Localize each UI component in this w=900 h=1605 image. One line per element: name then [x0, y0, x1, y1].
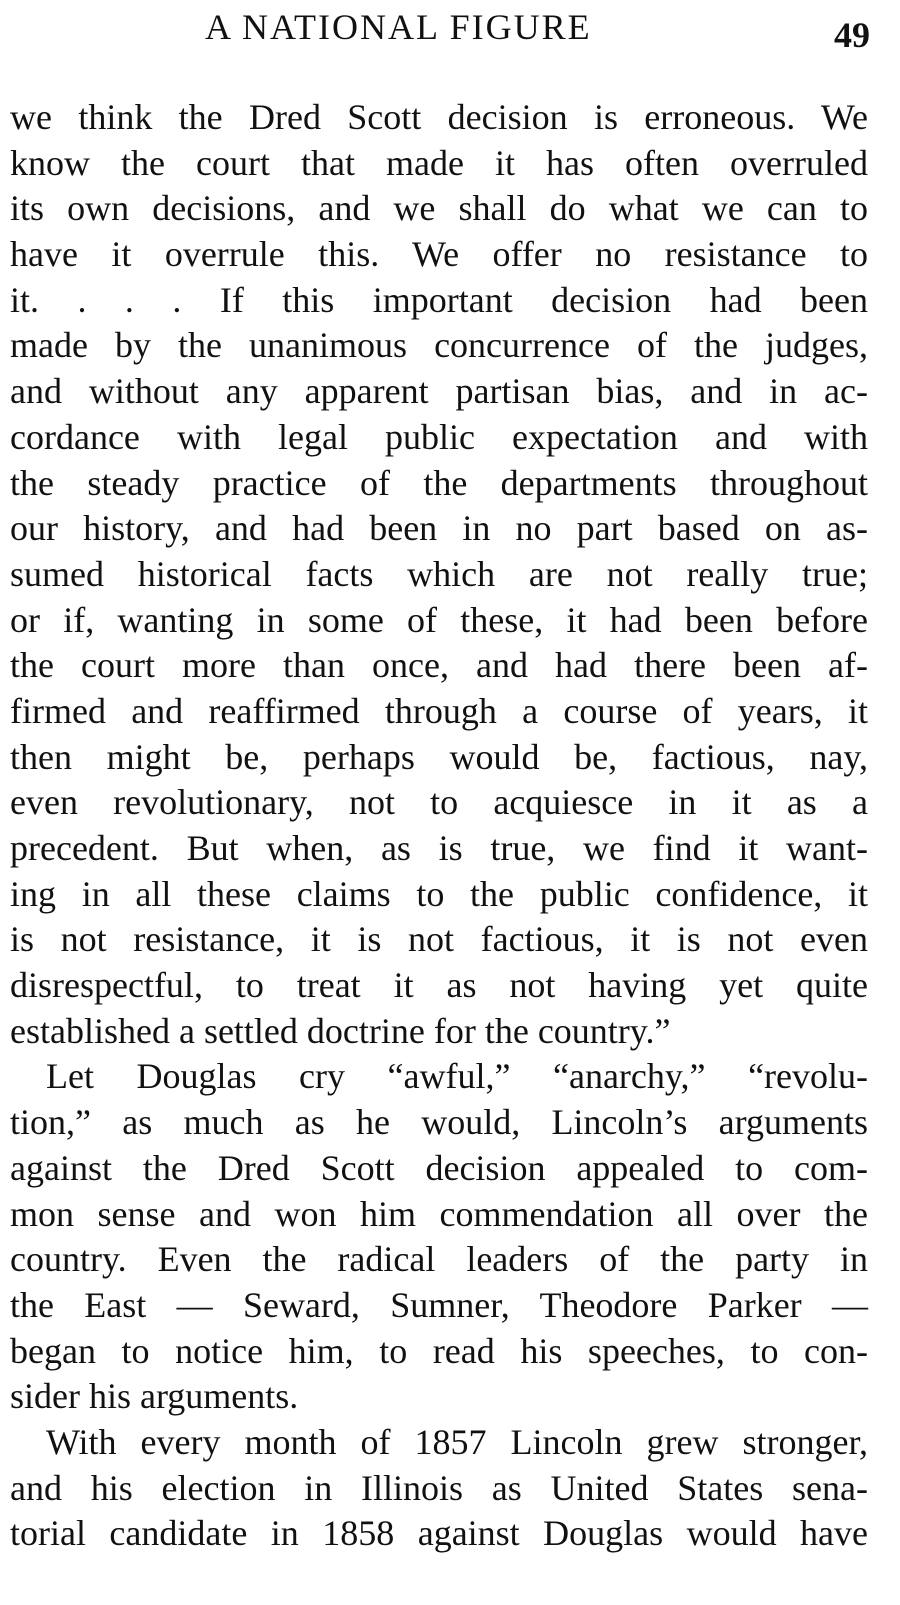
text-line: and without any apparent partisan bias, and in ac-	[10, 371, 868, 412]
text-line: ing in all these claims to the public confidence, it	[10, 873, 868, 914]
text-line: our history, and had been in no part based on as-	[10, 508, 868, 549]
text-line: against the Dred Scott decision appealed to com-	[10, 1147, 868, 1188]
text-line: sider his arguments.	[10, 1376, 299, 1417]
text-line: tion,” as much as he would, Lincoln’s arguments	[10, 1102, 868, 1143]
text-line: With every month of 1857 Lincoln grew stronger,	[46, 1421, 868, 1462]
text-line: even revolutionary, not to acquiesce in it as a	[10, 782, 868, 823]
page-number: 49	[834, 15, 870, 55]
text-line: began to notice him, to read his speeches, to con-	[10, 1330, 868, 1371]
text-line: mon sense and won him commendation all over the	[10, 1193, 868, 1234]
text-line: then might be, perhaps would be, factious, nay,	[10, 736, 868, 777]
text-line: precedent. But when, as is true, we find it want-	[10, 828, 868, 868]
text-line: torial candidate in 1858 against Douglas would have	[10, 1513, 868, 1554]
running-head	[0, 2, 900, 55]
text-line: disrespectful, to treat it as not having yet quite	[10, 965, 868, 1006]
text-line: Let Douglas cry “awful,” “anarchy,” “revolu-	[46, 1056, 868, 1097]
text-line: it. . . . If this important decision had been	[10, 279, 868, 320]
text-line: is not resistance, it is not factious, it is not even	[10, 919, 868, 960]
text-line: made by the unanimous concurrence of the judges,	[10, 325, 868, 366]
text-line: sumed historical facts which are not really true;	[10, 553, 868, 594]
text-line: established a settled doctrine for the country.”	[10, 1010, 671, 1051]
text-line: know the court that made it has often overruled	[10, 142, 868, 183]
text-line: the steady practice of the departments throughout	[10, 462, 868, 503]
text-line: we think the Dred Scott decision is erroneous. We	[10, 97, 868, 137]
text-line: have it overrule this. We offer no resistance to	[10, 234, 868, 275]
text-line: and his election in Illinois as United States sena-	[10, 1467, 868, 1508]
running-title: A NATIONAL FIGURE	[205, 7, 592, 47]
text-line: the East — Seward, Sumner, Theodore Parker —	[10, 1284, 868, 1325]
text-line: its own decisions, and we shall do what we can to	[10, 188, 868, 229]
text-line: firmed and reaffirmed through a course of years, it	[10, 690, 868, 731]
body-text	[10, 95, 868, 1557]
text-line: country. Even the radical leaders of the party in	[10, 1239, 868, 1280]
text-line: or if, wanting in some of these, it had been before	[10, 599, 868, 640]
text-line: cordance with legal public expectation and with	[10, 416, 868, 457]
text-line: the court more than once, and had there been af-	[10, 645, 868, 686]
